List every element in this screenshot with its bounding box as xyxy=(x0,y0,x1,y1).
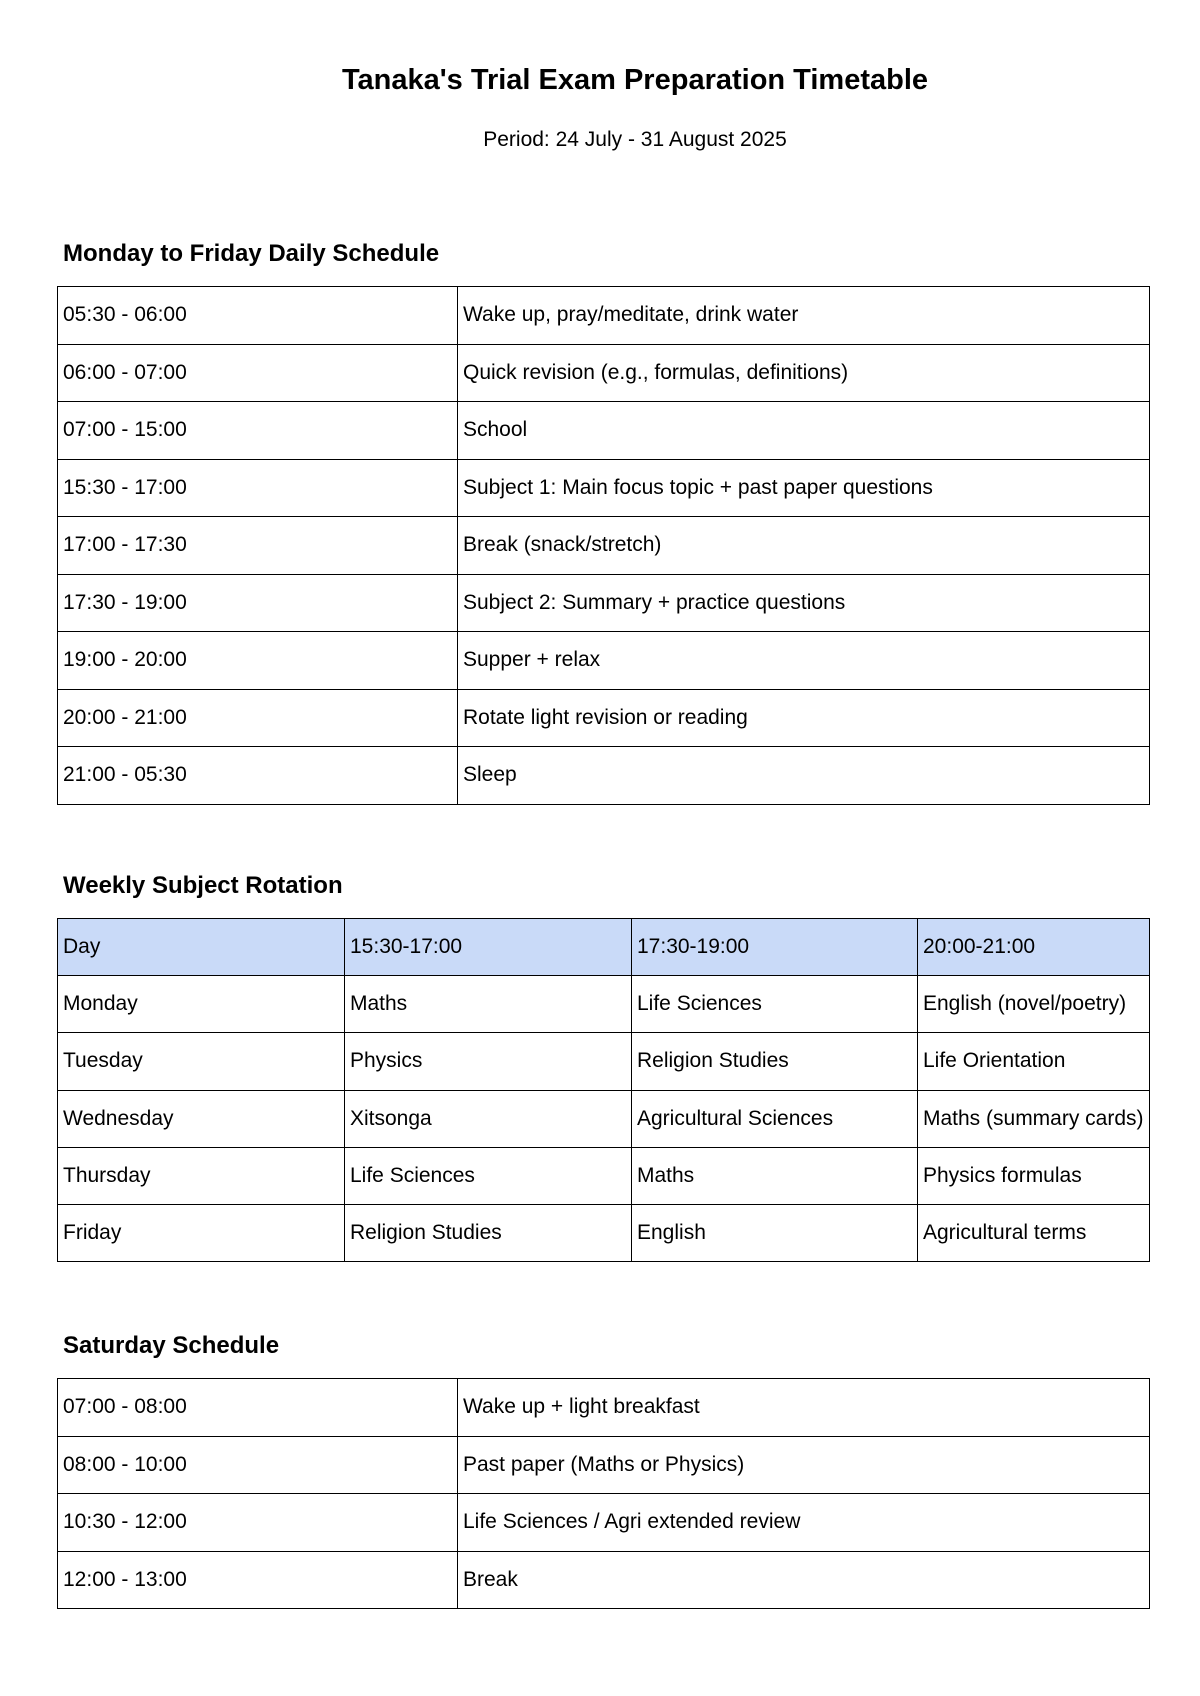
table-cell: Monday xyxy=(58,976,345,1033)
table-cell: Maths xyxy=(345,976,632,1033)
table-cell: 07:00 - 15:00 xyxy=(58,402,458,460)
table-cell: 21:00 - 05:30 xyxy=(58,747,458,805)
table-cell: Maths xyxy=(632,1147,918,1204)
table-row xyxy=(58,1090,1150,1147)
table-cell: 17:00 - 17:30 xyxy=(58,517,458,575)
saturday-schedule-body xyxy=(58,1379,1150,1609)
table-row xyxy=(58,574,1150,632)
table-cell: 07:00 - 08:00 xyxy=(58,1379,458,1437)
table-cell: 10:30 - 12:00 xyxy=(58,1494,458,1552)
table-row xyxy=(58,1147,1150,1204)
table-cell: Wake up + light breakfast xyxy=(458,1379,1150,1437)
table-cell: 08:00 - 10:00 xyxy=(58,1436,458,1494)
table-row xyxy=(58,1379,1150,1437)
weekday-schedule-table xyxy=(57,286,1150,805)
weekday-schedule-heading: Monday to Friday Daily Schedule xyxy=(63,240,440,267)
table-row xyxy=(58,517,1150,575)
table-cell: Religion Studies xyxy=(345,1204,632,1261)
table-row xyxy=(58,287,1150,345)
table-cell: Maths (summary cards) xyxy=(918,1090,1150,1147)
table-row xyxy=(58,1551,1150,1609)
table-row xyxy=(58,976,1150,1033)
table-cell: Agricultural terms xyxy=(918,1204,1150,1261)
table-cell: Physics xyxy=(345,1033,632,1090)
table-cell: Break xyxy=(458,1551,1150,1609)
table-row xyxy=(58,1494,1150,1552)
table-cell: Break (snack/stretch) xyxy=(458,517,1150,575)
table-cell: Friday xyxy=(58,1204,345,1261)
period-subtitle: Period: 24 July - 31 August 2025 xyxy=(483,128,787,151)
table-cell: Wednesday xyxy=(58,1090,345,1147)
table-row xyxy=(58,689,1150,747)
table-cell: Wake up, pray/meditate, drink water xyxy=(458,287,1150,345)
weekday-schedule-body xyxy=(58,287,1150,805)
table-row xyxy=(58,1436,1150,1494)
weekly-rotation-table xyxy=(57,918,1150,1262)
table-row xyxy=(58,1033,1150,1090)
table-cell: Subject 1: Main focus topic + past paper questions xyxy=(458,459,1150,517)
table-cell: School xyxy=(458,402,1150,460)
table-row xyxy=(58,747,1150,805)
table-row xyxy=(58,344,1150,402)
column-header-slot-1: 15:30-17:00 xyxy=(345,919,632,976)
column-header-slot-2: 17:30-19:00 xyxy=(632,919,918,976)
table-row xyxy=(58,1204,1150,1261)
column-header-slot-3: 20:00-21:00 xyxy=(918,919,1150,976)
table-cell: Life Sciences xyxy=(632,976,918,1033)
table-cell: Life Sciences xyxy=(345,1147,632,1204)
table-cell: 06:00 - 07:00 xyxy=(58,344,458,402)
table-cell: 15:30 - 17:00 xyxy=(58,459,458,517)
table-cell: 05:30 - 06:00 xyxy=(58,287,458,345)
table-cell: Life Sciences / Agri extended review xyxy=(458,1494,1150,1552)
table-cell: Agricultural Sciences xyxy=(632,1090,918,1147)
table-cell: Xitsonga xyxy=(345,1090,632,1147)
table-cell: Religion Studies xyxy=(632,1033,918,1090)
table-cell: Physics formulas xyxy=(918,1147,1150,1204)
table-cell: Tuesday xyxy=(58,1033,345,1090)
column-header-day: Day xyxy=(58,919,345,976)
weekly-rotation-header-row xyxy=(58,919,1150,976)
table-cell: Sleep xyxy=(458,747,1150,805)
table-cell: Life Orientation xyxy=(918,1033,1150,1090)
table-row xyxy=(58,402,1150,460)
table-cell: 12:00 - 13:00 xyxy=(58,1551,458,1609)
weekly-rotation-heading: Weekly Subject Rotation xyxy=(63,872,343,899)
saturday-schedule-table xyxy=(57,1378,1150,1609)
document-title: Tanaka's Trial Exam Preparation Timetable xyxy=(341,64,929,96)
table-cell: 17:30 - 19:00 xyxy=(58,574,458,632)
table-cell: Subject 2: Summary + practice questions xyxy=(458,574,1150,632)
table-cell: English (novel/poetry) xyxy=(918,976,1150,1033)
table-cell: 20:00 - 21:00 xyxy=(58,689,458,747)
table-cell: Thursday xyxy=(58,1147,345,1204)
table-row xyxy=(58,632,1150,690)
saturday-schedule-heading: Saturday Schedule xyxy=(63,1332,280,1359)
weekly-rotation-body xyxy=(58,976,1150,1262)
table-row xyxy=(58,459,1150,517)
table-cell: Supper + relax xyxy=(458,632,1150,690)
table-cell: Quick revision (e.g., formulas, definitions) xyxy=(458,344,1150,402)
table-cell: English xyxy=(632,1204,918,1261)
table-cell: 19:00 - 20:00 xyxy=(58,632,458,690)
table-cell: Rotate light revision or reading xyxy=(458,689,1150,747)
table-cell: Past paper (Maths or Physics) xyxy=(458,1436,1150,1494)
